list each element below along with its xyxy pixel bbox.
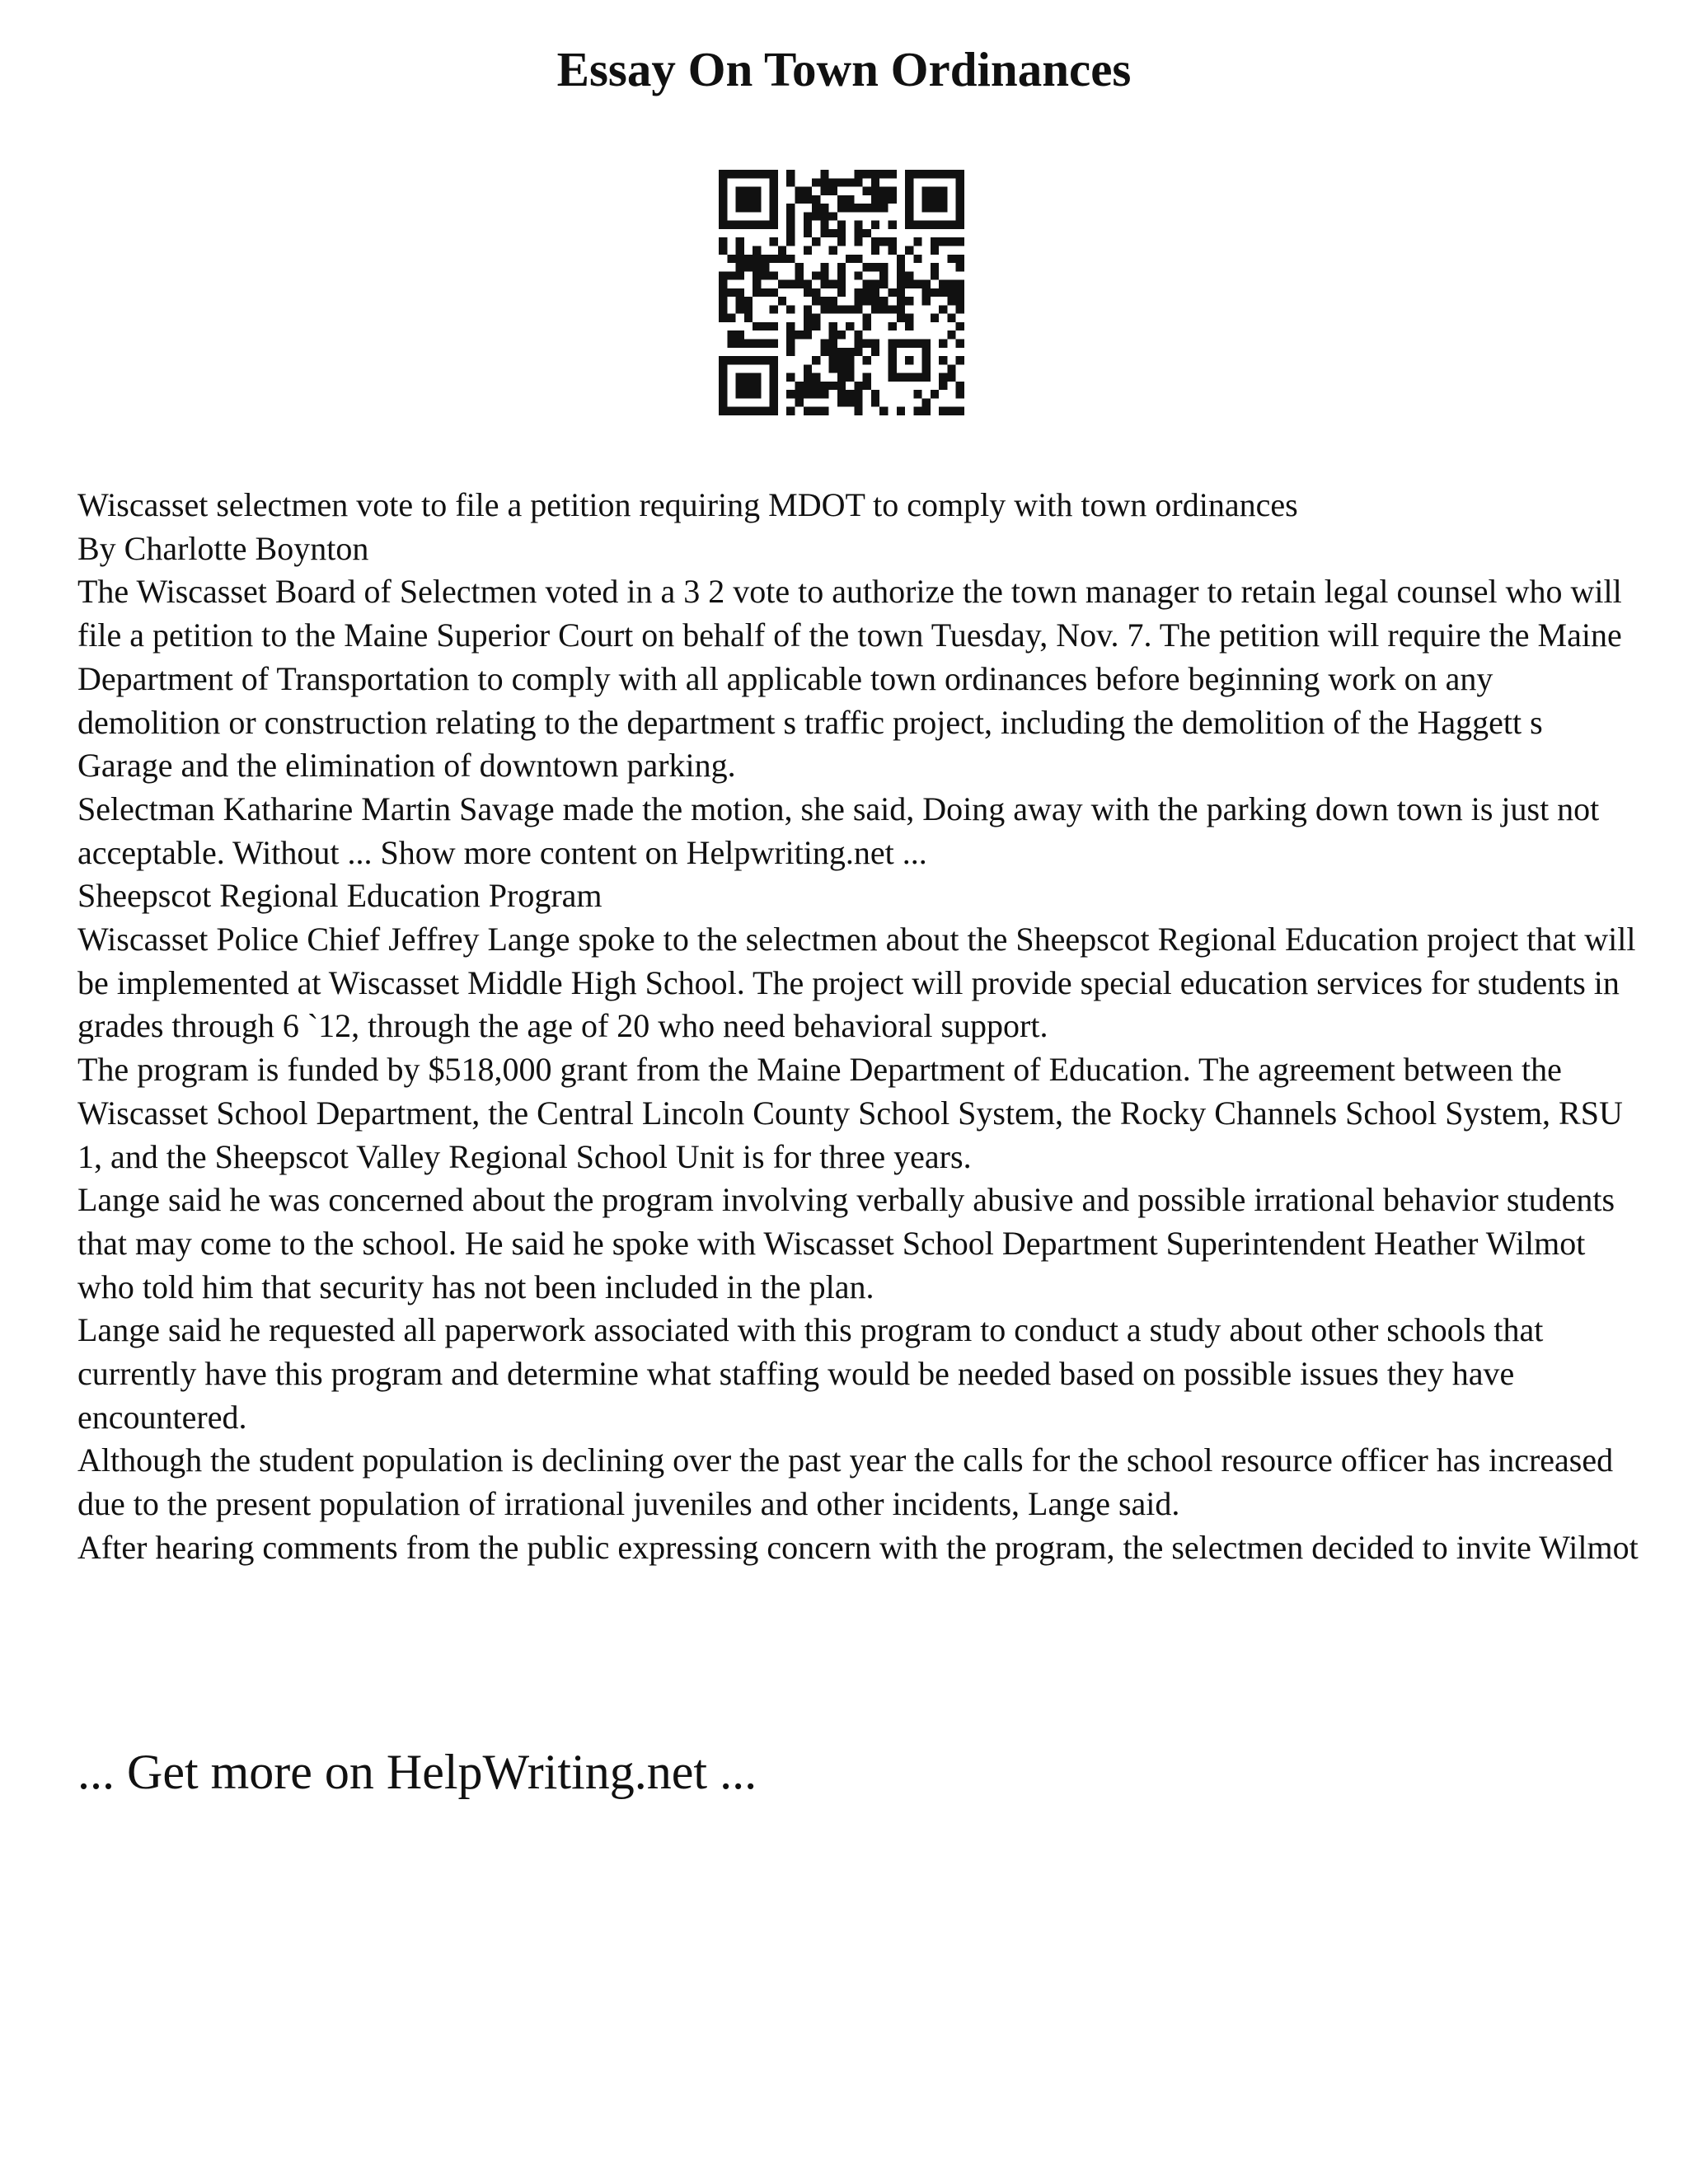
paragraph: Wiscasset Police Chief Jeffrey Lange spoke to the selectmen about the Sheepscot Regional Education project that will be implemented at Wiscasset Middle High School. The project will provide special education services for students in grades through 6 `12, through the age of 20 who need behavioral support. — [77, 921, 1636, 1045]
get-more-link[interactable]: ... Get more on HelpWriting.net ... — [77, 1745, 757, 1799]
paragraph: After hearing comments from the public expressing concern with the program, the selectmen decided to invite Wilmot — [77, 1528, 1639, 1566]
section-heading: Sheepscot Regional Education Program — [77, 877, 603, 915]
qr-code-icon[interactable] — [719, 170, 964, 415]
paragraph: The program is funded by $518,000 grant from the Maine Department of Education. The agreement between the Wiscasset School Department, the Central Lincoln County School System, the Rocky Channels School System, RSU 1, and the Sheepscot Valley Regional School Unit is for three years. — [77, 1051, 1623, 1175]
page-title: Essay On Town Ordinances — [556, 42, 1132, 96]
essay-body — [77, 484, 1643, 1570]
paragraph: The Wiscasset Board of Selectmen voted in a 3 2 vote to authorize the town manager to retain legal counsel who will file a petition to the Maine Superior Court on behalf of the town Tuesday, Nov. 7. The petition will require the Maine Department of Transportation to comply with all applicable town ordinances before beginning work on any demolition or construction relating to the department s traffic project, including the demolition of the Haggett s Garage and the elimination of downtown parking. — [77, 573, 1622, 785]
paragraph: Lange said he was concerned about the program involving verbally abusive and possible irrational behavior students that may come to the school. He said he spoke with Wiscasset School Department Superintendent Heather Wilmot who told him that security has not been included in the plan. — [77, 1181, 1615, 1305]
headline: Wiscasset selectmen vote to file a petition requiring MDOT to comply with town ordinances — [77, 486, 1298, 523]
paragraph: Lange said he requested all paperwork associated with this program to conduct a study about other schools that currently have this program and determine what staffing would be needed based on possible issues they have encountered. — [77, 1311, 1544, 1436]
byline: By Charlotte Boynton — [77, 529, 369, 567]
paragraph: Selectman Katharine Martin Savage made the motion, she said, Doing away with the parking down town is just not acceptable. Without ... Show more content on Helpwriting.net ... — [77, 790, 1600, 871]
paragraph: Although the student population is declining over the past year the calls for the school resource officer has increased due to the present population of irrational juveniles and other incidents, Lange said. — [77, 1441, 1614, 1523]
